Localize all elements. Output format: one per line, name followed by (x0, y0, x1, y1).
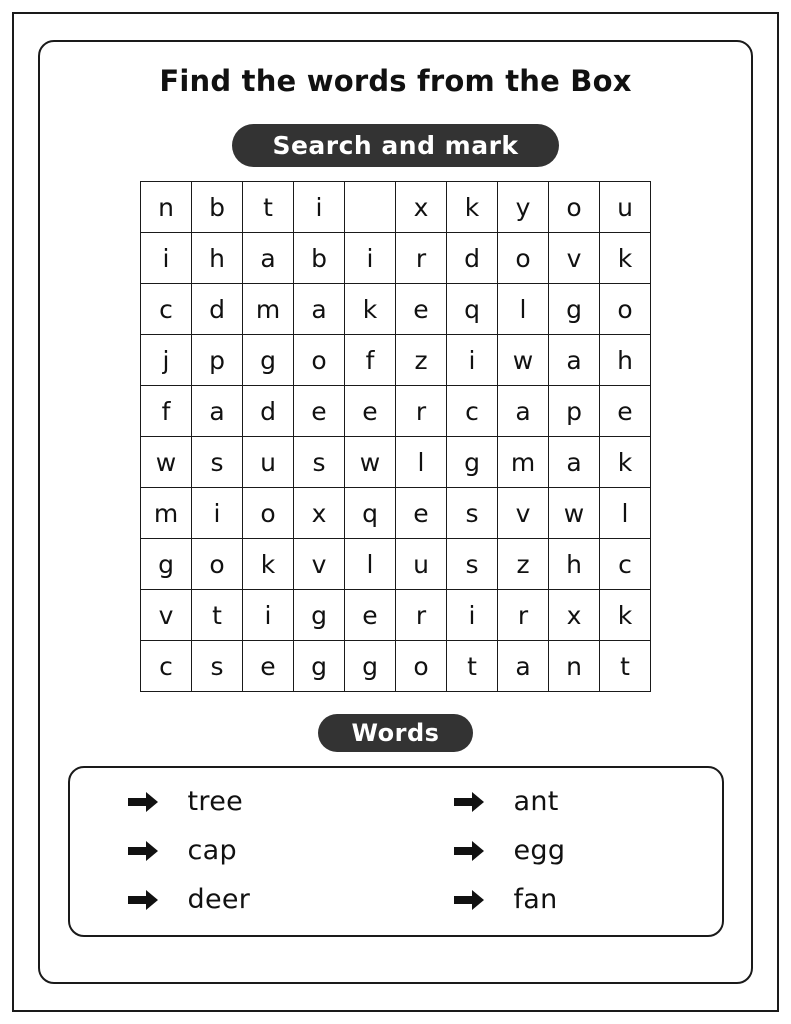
word-list-item[interactable] (396, 884, 722, 915)
letter-cell[interactable]: a (549, 437, 600, 488)
letter-cell[interactable]: x (294, 488, 345, 539)
letter-cell[interactable]: a (192, 386, 243, 437)
letter-grid-row (141, 488, 651, 539)
word-label: fan (513, 884, 558, 915)
letter-cell[interactable]: g (141, 539, 192, 590)
letter-cell[interactable]: i (243, 590, 294, 641)
letter-cell[interactable]: g (447, 437, 498, 488)
letter-grid-row (141, 386, 651, 437)
letter-cell[interactable]: k (600, 590, 651, 641)
letter-cell[interactable]: h (549, 539, 600, 590)
letter-cell[interactable]: b (294, 233, 345, 284)
letter-cell[interactable]: a (294, 284, 345, 335)
letter-cell[interactable]: e (345, 386, 396, 437)
arrow-right-icon (452, 887, 486, 913)
letter-cell[interactable]: o (549, 182, 600, 233)
word-list-item[interactable] (70, 786, 396, 817)
letter-grid-row (141, 641, 651, 692)
letter-cell[interactable]: m (498, 437, 549, 488)
letter-cell[interactable]: t (243, 182, 294, 233)
letter-cell[interactable]: q (345, 488, 396, 539)
letter-cell[interactable]: o (396, 641, 447, 692)
letter-cell[interactable]: c (141, 641, 192, 692)
word-label: cap (187, 835, 237, 866)
word-label: tree (187, 786, 244, 817)
letter-cell[interactable]: f (141, 386, 192, 437)
letter-cell[interactable]: o (192, 539, 243, 590)
letter-cell[interactable]: f (345, 335, 396, 386)
letter-cell[interactable]: w (345, 437, 396, 488)
word-list-item[interactable] (70, 884, 396, 915)
letter-cell[interactable]: j (141, 335, 192, 386)
letter-cell[interactable]: k (600, 233, 651, 284)
letter-cell[interactable]: z (498, 539, 549, 590)
letter-cell[interactable]: t (600, 641, 651, 692)
letter-grid-row (141, 284, 651, 335)
letter-cell[interactable]: u (600, 182, 651, 233)
letter-cell[interactable]: z (396, 335, 447, 386)
letter-grid-row (141, 233, 651, 284)
letter-cell[interactable]: i (345, 233, 396, 284)
letter-cell[interactable]: i (192, 488, 243, 539)
letter-cell[interactable]: t (447, 641, 498, 692)
letter-cell[interactable]: n (141, 182, 192, 233)
letter-cell[interactable]: k (243, 539, 294, 590)
word-search-grid[interactable] (140, 181, 651, 692)
letter-cell[interactable]: d (192, 284, 243, 335)
letter-cell[interactable]: s (447, 539, 498, 590)
letter-cell[interactable]: e (600, 386, 651, 437)
word-label: egg (513, 835, 566, 866)
letter-cell[interactable]: l (600, 488, 651, 539)
letter-cell[interactable]: d (447, 233, 498, 284)
word-list-box (68, 766, 724, 937)
letter-cell[interactable] (345, 182, 396, 233)
letter-cell[interactable]: r (396, 590, 447, 641)
arrow-right-icon (126, 887, 160, 913)
letter-cell[interactable]: v (549, 233, 600, 284)
letter-grid-row (141, 437, 651, 488)
letter-grid-row (141, 590, 651, 641)
word-label: deer (187, 884, 251, 915)
word-list-item[interactable] (396, 835, 722, 866)
word-label: ant (513, 786, 559, 817)
letter-cell[interactable]: g (345, 641, 396, 692)
letter-cell[interactable]: w (498, 335, 549, 386)
page-title: Find the words from the Box (159, 64, 632, 98)
letter-cell[interactable]: a (498, 386, 549, 437)
letter-cell[interactable]: d (243, 386, 294, 437)
letter-cell[interactable]: i (294, 182, 345, 233)
letter-cell[interactable]: k (600, 437, 651, 488)
letter-cell[interactable]: r (498, 590, 549, 641)
letter-cell[interactable]: r (396, 386, 447, 437)
letter-cell[interactable]: e (396, 284, 447, 335)
letter-cell[interactable]: l (498, 284, 549, 335)
letter-cell[interactable]: u (243, 437, 294, 488)
search-and-mark-banner: Search and mark (232, 124, 558, 167)
words-banner: Words (318, 714, 474, 752)
letter-cell[interactable]: v (294, 539, 345, 590)
letter-grid-row (141, 182, 651, 233)
letter-cell[interactable]: b (192, 182, 243, 233)
letter-grid-table (140, 181, 651, 692)
letter-cell[interactable]: a (498, 641, 549, 692)
letter-cell[interactable]: l (345, 539, 396, 590)
word-list-grid (70, 786, 722, 915)
letter-cell[interactable]: o (243, 488, 294, 539)
letter-cell[interactable]: p (192, 335, 243, 386)
letter-cell[interactable]: e (243, 641, 294, 692)
letter-cell[interactable]: a (549, 335, 600, 386)
letter-cell[interactable]: c (600, 539, 651, 590)
letter-cell[interactable]: u (396, 539, 447, 590)
letter-cell[interactable]: i (447, 590, 498, 641)
letter-cell[interactable]: o (294, 335, 345, 386)
letter-cell[interactable]: g (243, 335, 294, 386)
arrow-right-icon (126, 838, 160, 864)
letter-cell[interactable]: e (294, 386, 345, 437)
letter-cell[interactable]: v (141, 590, 192, 641)
letter-cell[interactable]: w (141, 437, 192, 488)
letter-cell[interactable]: a (243, 233, 294, 284)
letter-cell[interactable]: q (447, 284, 498, 335)
letter-cell[interactable]: g (294, 641, 345, 692)
arrow-right-icon (452, 838, 486, 864)
letter-cell[interactable]: s (192, 437, 243, 488)
letter-cell[interactable]: g (549, 284, 600, 335)
letter-cell[interactable]: o (498, 233, 549, 284)
letter-cell[interactable]: w (549, 488, 600, 539)
letter-cell[interactable]: p (549, 386, 600, 437)
arrow-right-icon (452, 789, 486, 815)
arrow-right-icon (126, 789, 160, 815)
letter-cell[interactable]: i (447, 335, 498, 386)
letter-cell[interactable]: c (447, 386, 498, 437)
letter-cell[interactable]: s (447, 488, 498, 539)
word-list-item[interactable] (396, 786, 722, 817)
letter-cell[interactable]: l (396, 437, 447, 488)
letter-grid-row (141, 539, 651, 590)
letter-cell[interactable]: y (498, 182, 549, 233)
letter-cell[interactable]: o (600, 284, 651, 335)
letter-cell[interactable]: c (141, 284, 192, 335)
letter-cell[interactable]: h (600, 335, 651, 386)
letter-cell[interactable]: i (141, 233, 192, 284)
letter-cell[interactable]: m (243, 284, 294, 335)
letter-cell[interactable]: e (345, 590, 396, 641)
letter-grid-row (141, 335, 651, 386)
letter-cell[interactable]: s (192, 641, 243, 692)
letter-cell[interactable]: n (549, 641, 600, 692)
letter-grid-body (141, 182, 651, 692)
letter-cell[interactable]: x (549, 590, 600, 641)
letter-cell[interactable]: e (396, 488, 447, 539)
letter-cell[interactable]: v (498, 488, 549, 539)
letter-cell[interactable]: m (141, 488, 192, 539)
letter-cell[interactable]: x (396, 182, 447, 233)
letter-cell[interactable]: r (396, 233, 447, 284)
letter-cell[interactable]: t (192, 590, 243, 641)
word-list-item[interactable] (70, 835, 396, 866)
letter-cell[interactable]: k (345, 284, 396, 335)
worksheet-card (38, 40, 753, 984)
letter-cell[interactable]: h (192, 233, 243, 284)
letter-cell[interactable]: k (447, 182, 498, 233)
letter-cell[interactable]: g (294, 590, 345, 641)
letter-cell[interactable]: s (294, 437, 345, 488)
